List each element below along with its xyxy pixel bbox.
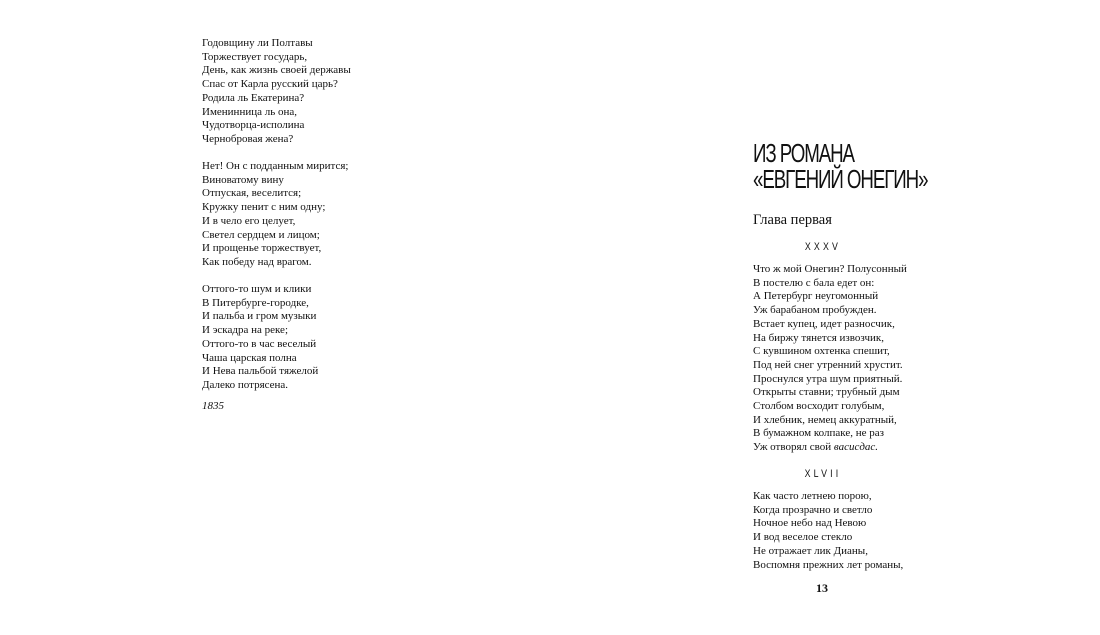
poem-line: Открыты ставни; трубный дым — [753, 386, 900, 399]
poem-line: Столбом восходит голубым, — [753, 400, 885, 413]
poem-line: Проснулся утра шум приятный. — [753, 372, 903, 385]
poem-line: И пальба и гром музыки — [202, 310, 317, 323]
poem-line: А Петербург неугомонный — [753, 290, 879, 303]
onegin-stanza-2 — [753, 490, 903, 572]
poem-line: И эскадра на реке; — [202, 324, 288, 337]
poem-line: Уж барабаном пробужден. — [753, 304, 877, 317]
poem-line: Как победу над врагом. — [202, 255, 312, 268]
poem-line: Не отражает лик Дианы, — [753, 544, 868, 557]
section-title — [753, 140, 927, 192]
poem-line: В Питербурге-городке, — [202, 296, 309, 309]
poem-line: Годовщину ли Полтавы — [202, 37, 313, 49]
poem-line: Родила ль Екатерина? — [202, 91, 305, 104]
right-page — [550, 0, 1100, 635]
poem-line: На биржу тянется извозчик, — [753, 331, 885, 344]
poem-line: День, как жизнь своей державы — [202, 64, 351, 77]
poem-line: Встает купец, идет разносчик, — [753, 317, 895, 330]
poem-line: Торжествует государь, — [202, 50, 308, 63]
poem-line: И прощенье торжествует, — [202, 242, 322, 255]
poem-stanza-3 — [202, 283, 318, 393]
poem-line: Светел сердцем и лицом; — [202, 228, 320, 241]
poem-line: Спас от Карла русский царь? — [202, 78, 338, 91]
poem-line: Когда прозрачно и светло — [753, 503, 873, 516]
poem-stanza-1 — [202, 37, 351, 147]
poem-line: Нет! Он с подданным мирится; — [202, 160, 349, 172]
poem-line: Чаша царская полна — [202, 351, 297, 364]
stanza-numeral: XLVII — [804, 468, 842, 480]
poem-line: Виноватому вину — [202, 173, 284, 186]
poem-line: С кувшином охтенка спешит, — [753, 345, 890, 358]
poem-line-last — [753, 441, 907, 455]
poem-line: Далеко потрясена. — [202, 378, 289, 391]
poem-line: Отпуская, веселится; — [202, 187, 302, 200]
stanza-numeral: XXXV — [804, 241, 842, 253]
poem-line: Под ней снег утренний хрустит. — [753, 358, 903, 371]
poem-line: Что ж мой Онегин? Полусонный — [753, 263, 907, 275]
title-line-2: «ЕВГЕНИЙ ОНЕГИН» — [753, 164, 928, 194]
poem-line: В постелю с бала едет он: — [753, 276, 875, 289]
poem-stanza-2 — [202, 160, 348, 270]
poem-line: И в чело его целует, — [202, 214, 296, 227]
poem-line: Как часто летнею порою, — [753, 490, 872, 502]
poem-line: Оттого-то в час веселый — [202, 337, 317, 350]
poem-date: 1835 — [202, 400, 224, 412]
poem-line: Чудотворца-исполина — [202, 119, 305, 132]
poem-line: И хлебник, немец аккуратный, — [753, 413, 897, 426]
poem-line: Именинница ль она, — [202, 105, 298, 118]
poem-line: В бумажном колпаке, не раз — [753, 427, 884, 440]
page-number: 13 — [816, 581, 828, 595]
chapter-heading: Глава первая — [753, 212, 832, 228]
title-line-1: ИЗ РОМАНА — [753, 138, 854, 168]
poem-line: И Нева пальбой тяжелой — [202, 365, 319, 378]
poem-line-italic-word: васисдас. — [833, 441, 879, 454]
poem-line: Ночное небо над Невою — [753, 517, 867, 530]
poem-line: Оттого-то шум и клики — [202, 283, 312, 295]
poem-line: И вод веселое стекло — [753, 531, 853, 544]
poem-line: Кружку пенит с ним одну; — [202, 201, 326, 214]
onegin-stanza-1 — [753, 263, 907, 455]
poem-line-prefix: Уж отворял свой — [753, 441, 834, 454]
poem-line: Чернобровая жена? — [202, 132, 294, 145]
poem-line: Воспомня прежних лет романы, — [753, 558, 904, 571]
